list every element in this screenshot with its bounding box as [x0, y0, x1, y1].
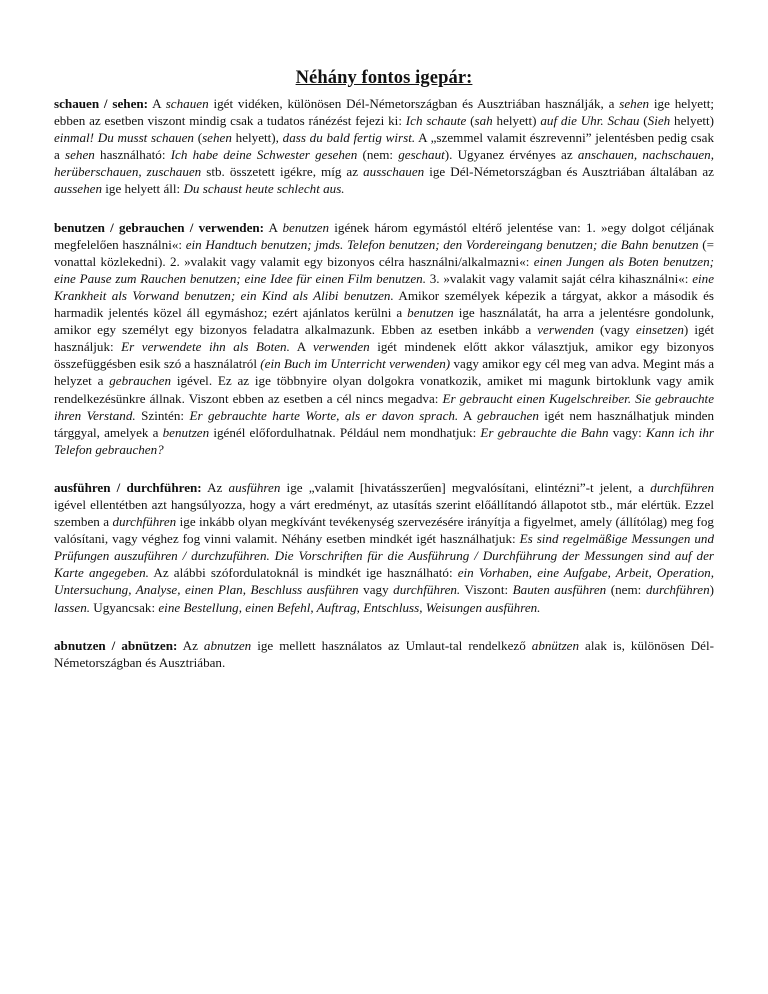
body-text: használható:	[94, 147, 171, 163]
body-text: helyett)	[492, 113, 541, 129]
example-text: sehen	[65, 147, 95, 163]
body-text: (	[466, 113, 475, 129]
body-text: A „szemmel valamit észrevenni” jelentésben pedig csak a	[54, 130, 714, 163]
example-text: ein Vorhaben, eine Aufgabe, Arbeit, Operation, Untersuchung, Analyse, einen Plan, Beschluss ausführen	[54, 565, 714, 598]
example-text: gebrauchen	[109, 373, 172, 389]
sections-container	[54, 95, 714, 671]
example-text: sehen	[202, 130, 232, 146]
body-text: A	[148, 96, 166, 111]
example-text: abnutzen	[203, 637, 252, 653]
body-text: Az alábbi szófordulatoknál is mindkét ige használható:	[148, 565, 458, 581]
example-text: benutzen	[407, 305, 454, 321]
example-text: ausschauen	[363, 164, 425, 180]
body-text: A	[289, 339, 313, 355]
example-text: Ich habe deine Schwester gesehen	[170, 147, 358, 163]
body-text: ige Dél-Németországban és Ausztriában általában az	[424, 164, 714, 180]
body-text: igét nem használhatjuk minden tárggyal, amelyek a	[54, 407, 714, 440]
body-text: ige használatát, ha arra a jelentésre gondolunk, amikor egy személyt egy bizonyos feladatra alkalmazunk. Ebben az esetben inkább a	[54, 305, 714, 338]
example-text: anschauen, nachschauen, herüberschauen, zuschauen	[54, 147, 714, 180]
body-text: igével ellentétben azt hangsúlyozza, hogy a várt eredményt, az utasítás szerint előállítandó állapotot stb., már elértük. Ezzel szemben a	[54, 496, 714, 530]
body-text: (nem:	[357, 147, 399, 163]
body-text: A	[264, 219, 283, 235]
example-text: Kann ich ihr Telefon gebrauchen?	[54, 424, 714, 457]
body-text: (vagy	[593, 322, 636, 338]
body-text: vagy:	[608, 424, 646, 440]
body-text: igével. Ez az ige többnyire olyan dolgokra vonatkozik, amiket mi magunk birtoklunk vagy amik rendelkezésünkre állnak. Viszont ebben az esetben a cél nincs megadva:	[54, 373, 714, 406]
example-text: Er gebrauchte harte Worte, als er davon sprach.	[189, 407, 459, 423]
body-text: vagy	[358, 582, 394, 598]
example-text: Du schaust heute schlecht aus.	[183, 181, 345, 197]
example-text: verwenden	[312, 339, 370, 355]
section-paragraph	[54, 95, 714, 198]
body-text: helyett)	[670, 113, 715, 129]
body-text: (	[193, 130, 203, 146]
body-text: A	[458, 407, 478, 423]
example-text: durchführen	[645, 582, 710, 598]
section-term: abnutzen / abnützen:	[54, 637, 178, 653]
section-term: benutzen / gebrauchen / verwenden:	[54, 219, 265, 235]
example-text: aussehen	[54, 181, 103, 197]
body-text: ige „valamit [hivatásszerűen] megvalósítani, elintézni”-t jelent, a	[280, 479, 651, 495]
section-term: schauen / sehen:	[54, 96, 149, 111]
example-text: Ich schaute	[405, 113, 467, 129]
body-text: (nem:	[606, 582, 646, 598]
example-text: abnützen	[531, 637, 580, 653]
body-text: Amikor személyek képezik a tárgyat, akkor a második és harmadik jelentés közel áll egymáshoz; ezért ajánlatos kerülni a	[54, 287, 714, 321]
body-text: ) igét használjuk:	[54, 322, 714, 355]
body-text: igénél előfordulhatnak. Például nem mondhatjuk:	[209, 424, 481, 440]
example-text: sehen	[619, 96, 650, 111]
body-text: igét mindenek előtt akkor választjuk, amikor egy bizonyos összefüggésben esik szó a használatról	[54, 339, 714, 372]
example-text: auf die Uhr. Schau	[540, 113, 640, 129]
section-paragraph	[54, 637, 714, 671]
body-text: Szintén:	[135, 407, 190, 423]
example-text: einmal! Du musst schauen	[54, 130, 194, 146]
example-text: ausführen	[228, 479, 281, 495]
body-text: stb. összetett igékre, míg az	[201, 164, 364, 180]
body-text: (	[639, 113, 648, 129]
body-text: )	[709, 582, 714, 598]
example-text: durchführen.	[393, 582, 461, 598]
body-text: vagy amikor egy cél meg van adva. Megint más a helyzet a	[54, 356, 715, 389]
example-text: Bauten ausführen	[512, 582, 607, 598]
example-text: geschaut	[398, 147, 445, 163]
example-text: einsetzen	[635, 322, 684, 338]
example-text: eine Krankheit als Vorwand benutzen; ein Kind als Alibi benutzen.	[54, 270, 715, 303]
example-text: durchführen	[650, 479, 715, 495]
body-text: helyett)	[231, 130, 276, 146]
example-text: durchführen	[112, 514, 177, 530]
body-text: 3. »valakit vagy valamit saját célra kihasználni«:	[425, 270, 693, 286]
example-text: ein Handtuch benutzen; jmds. Telefon benutzen; den Vordereingang benutzen; die Bahn benutzen	[185, 236, 699, 252]
body-text: igének három egymástól eltérő jelentése van: 1. »egy dolgot céljának megfelelően használni«:	[54, 219, 714, 252]
section-paragraph	[54, 479, 714, 616]
example-text: sah	[474, 113, 493, 129]
body-text: ige helyett; ebben az esetben viszont mindig csak a tudatos ránézést fejezi ki:	[54, 96, 714, 129]
page-title: Néhány fontos igepár:	[295, 68, 473, 88]
example-text: schauen	[165, 96, 209, 111]
example-text: verwenden	[537, 322, 594, 338]
example-text: , dass du bald fertig wirst.	[275, 130, 416, 146]
example-text: benutzen	[162, 424, 210, 440]
example-text: Er verwendete ihn als Boten.	[121, 339, 290, 355]
body-text: alak is, különösen Dél-Németországban és Ausztriában.	[54, 637, 714, 670]
example-text: (ein Buch im Unterricht verwenden)	[260, 356, 451, 372]
example-text: Er gebrauchte die Bahn	[480, 424, 609, 440]
body-text: ). Ugyanez érvényes az	[444, 147, 578, 163]
body-text: igét vidéken, különösen Dél-Németországban és Ausztriában használják, a	[208, 96, 620, 111]
example-text: einen Jungen als Boten benutzen; eine Pause zum Rauchen benutzen; eine Idee für einen Film benutzen.	[54, 253, 714, 286]
example-text: eine Bestellung, einen Befehl, Auftrag, Entschluss, Weisungen ausführen.	[158, 599, 541, 615]
section-paragraph	[54, 219, 714, 458]
example-text: lassen.	[54, 599, 91, 615]
body-text: ige mellett használatos az Umlaut-tal rendelkező	[251, 637, 532, 653]
example-text: gebrauchen	[477, 407, 539, 423]
body-text: Az	[201, 479, 229, 495]
example-text: Es sind regelmäßige Messungen und Prüfungen auszuführen / durchzuführen. Die Vorschriften für die Ausführung / Durchführung der Messungen sind auf der Karte angegeben.	[54, 531, 714, 581]
example-text: Er gebraucht einen Kugelschreiber. Sie gebrauchte ihren Verstand.	[54, 390, 715, 423]
section-term: ausführen / durchführen:	[54, 479, 202, 495]
body-text: ige helyett áll:	[102, 181, 184, 197]
body-text: ige inkább olyan megkívánt tevékenység szervezésére irányítja a figyelmet, amely (állítólag) meg fog valósítani, vagy véghez fog vinni valamit. Néhány esetben mindkét igét használhatjuk:	[54, 514, 714, 547]
example-text: benutzen	[282, 219, 330, 235]
body-text: (= vonattal közlekedni). 2. »valakit vagy valamit egy bizonyos célra használni/alkalmazni«:	[54, 236, 714, 269]
body-text: Az	[177, 637, 204, 653]
example-text: Sieh	[647, 113, 671, 129]
body-text: Viszont:	[460, 582, 513, 598]
body-text: Ugyancsak:	[90, 599, 159, 615]
